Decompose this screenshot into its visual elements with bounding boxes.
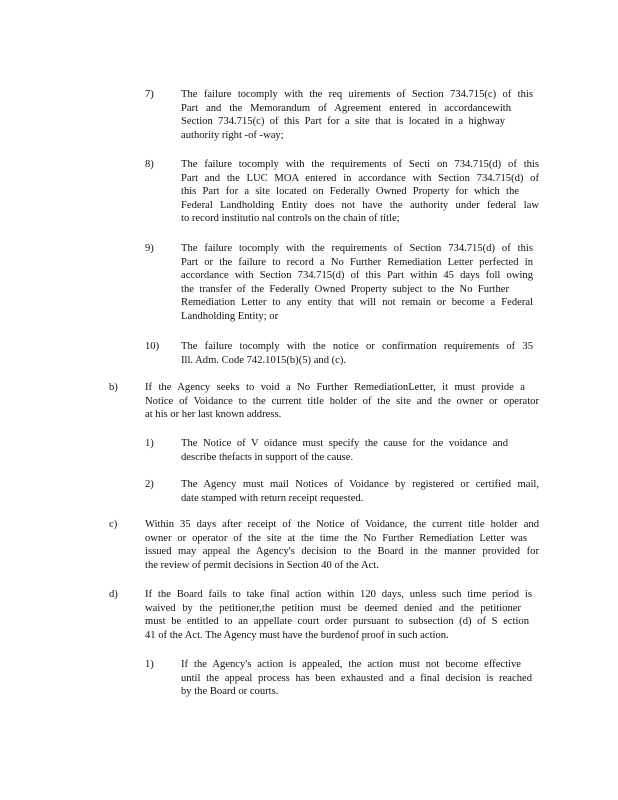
text-line: at his or her last known address. (145, 409, 282, 421)
text-line: Notice of Voidance to the current title holder of the site and the owner or operator (145, 395, 539, 407)
item-number: 2) (145, 479, 154, 490)
text-line: The failure tocomply with the requirements of Section 734.715(d) of this (181, 243, 533, 254)
text-line: Federal Landholding Entity does not have the authority under federal law (181, 199, 539, 211)
text-line: The Agency must mail Notices of Voidance by registered or certified mail, (181, 479, 539, 490)
text-line: Section 734.715(c) of this Part for a site that is located in a highway (181, 116, 505, 128)
text-line: If the Agency's action is appealed, the action must not become effective (181, 659, 521, 670)
text-line: the review of permit decisions in Section 40 of the Act. (145, 559, 379, 571)
text-line: The failure tocomply with the notice or confirmation requirements of 35 (181, 341, 533, 352)
item-number: c) (109, 519, 118, 530)
text-line: the transfer of the Federally Owned Property subject to the No Further (181, 283, 509, 295)
text-line: The Notice of V oidance must specify the cause for the voidance and (181, 438, 508, 449)
text-line: The failure tocomply with the req uirements of Section 734.715(c) of this (181, 89, 533, 100)
item-number: b) (109, 382, 118, 393)
text-line: accordance with Section 734.715(d) of this Part within 45 days foll owing (181, 270, 533, 282)
text-line: date stamped with return receipt requested. (181, 492, 364, 504)
text-line: issued may appeal the Agency's decision to the Board in the manner provided for (145, 546, 539, 558)
text-line: Part or the failure to record a No Further Remediation Letter perfected in (181, 256, 533, 268)
item-number: 1) (145, 659, 154, 670)
text-line: 41 of the Act. The Agency must have the burdenof proof in such action. (145, 629, 449, 641)
text-line: to record institutio nal controls on the chain of title; (181, 213, 400, 225)
text-line: describe thefacts in support of the cause. (181, 451, 354, 463)
item-number: 9) (145, 243, 154, 254)
item-number: d) (109, 589, 118, 600)
text-line: this Part for a site located on Federally Owned Property for which the (181, 186, 519, 198)
item-number: 7) (145, 89, 154, 100)
text-line: owner or operator of the site at the time the No Further Remediation Letter was (145, 532, 527, 544)
text-line: waived by the petitioner,the petition must be deemed denied and the petitioner (145, 602, 521, 614)
text-line: Ill. Adm. Code 742.1015(b)(5) and (c). (181, 354, 347, 366)
text-line: Remediation Letter to any entity that will not remain or become a Federal (181, 297, 533, 309)
text-line: If the Agency seeks to void a No Further RemediationLetter, it must provide a (145, 382, 525, 393)
item-number: 1) (145, 438, 154, 449)
text-line: If the Board fails to take final action within 120 days, unless such time period is (145, 589, 532, 600)
text-line: authority right -of -way; (181, 129, 284, 141)
text-line: Part and the Memorandum of Agreement entered in accordancewith (181, 102, 511, 114)
text-line: Part and the LUC MOA entered in accordance with Section 734.715(d) of (181, 172, 539, 184)
text-line: must be entitled to an appellate court order pursuant to subsection (d) of S ection (145, 616, 529, 628)
text-line: until the appeal process has been exhausted and a final decision is reached (181, 672, 532, 684)
text-line: The failure tocomply with the requirements of Secti on 734.715(d) of this (181, 159, 539, 170)
item-number: 8) (145, 159, 154, 170)
text-line: Landholding Entity; or (181, 310, 279, 322)
item-number: 10) (145, 341, 160, 352)
text-line: Within 35 days after receipt of the Notice of Voidance, the current title holder and (145, 519, 539, 530)
text-line: by the Board or courts. (181, 686, 279, 698)
